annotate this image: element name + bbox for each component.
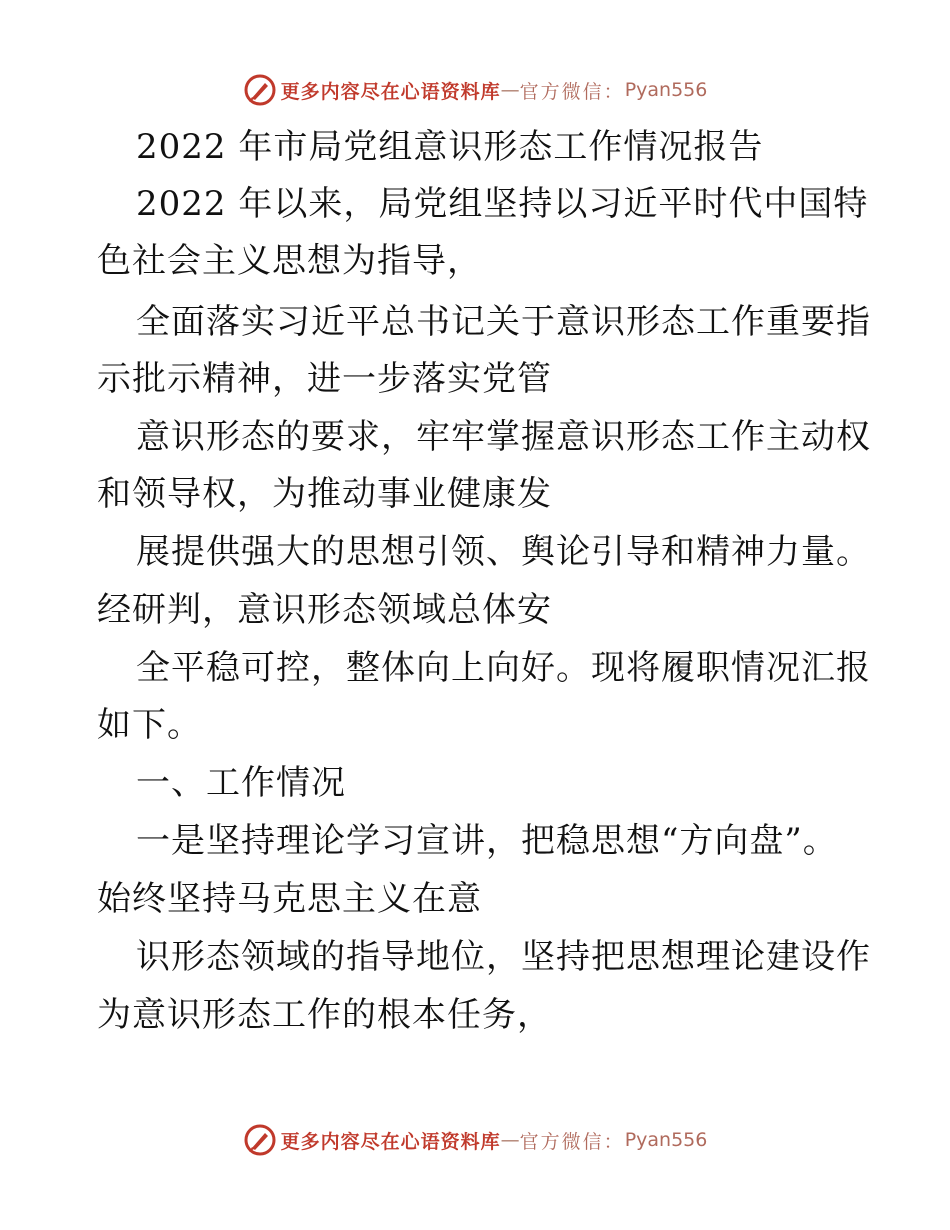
header-watermark (0, 70, 950, 110)
watermark-label: 官方微信： (519, 80, 625, 103)
paragraph-line: 如下。 (97, 705, 202, 745)
paragraph-line: 经研判，意识形态领域总体安 (97, 590, 552, 630)
watermark-title: 更多内容尽在心语资料库 (280, 1130, 501, 1153)
paragraph-line: 和领导权，为推动事业健康发 (97, 474, 552, 514)
paragraph-line: 展提供强大的思想引领、舆论引导和精神力量。 (136, 532, 871, 572)
watermark-wechat-id: Pyan556 (624, 1129, 708, 1151)
pen-logo-icon (243, 1123, 277, 1157)
paragraph-line: 全面落实习近平总书记关于意识形态工作重要指 (136, 302, 871, 342)
paragraph-line: 一是坚持理论学习宣讲，把稳思想“方向盘”。 (136, 821, 838, 861)
paragraph-line: 为意识形态工作的根本任务， (97, 995, 552, 1035)
watermark-separator: — (500, 79, 520, 101)
paragraph-line: 全平稳可控，整体向上向好。现将履职情况汇报 (136, 648, 871, 688)
watermark-wechat-id: Pyan556 (624, 79, 708, 101)
section-heading: 一、工作情况 (136, 763, 346, 803)
paragraph-line: 示批示精神，进一步落实党管 (97, 359, 552, 399)
paragraph-line: 色社会主义思想为指导， (97, 241, 482, 281)
document-title: 2022 年市局党组意识形态工作情况报告 (136, 127, 764, 167)
paragraph-line: 识形态领域的指导地位，坚持把思想理论建设作 (136, 937, 871, 977)
paragraph-line: 2022 年以来，局党组坚持以习近平时代中国特 (136, 184, 869, 224)
footer-watermark (0, 1120, 950, 1160)
pen-logo-icon (243, 73, 277, 107)
watermark-title: 更多内容尽在心语资料库 (280, 80, 501, 103)
paragraph-line: 意识形态的要求，牢牢掌握意识形态工作主动权 (136, 417, 871, 457)
watermark-separator: — (500, 1129, 520, 1151)
paragraph-line: 始终坚持马克思主义在意 (97, 879, 482, 919)
watermark-label: 官方微信： (519, 1130, 625, 1153)
